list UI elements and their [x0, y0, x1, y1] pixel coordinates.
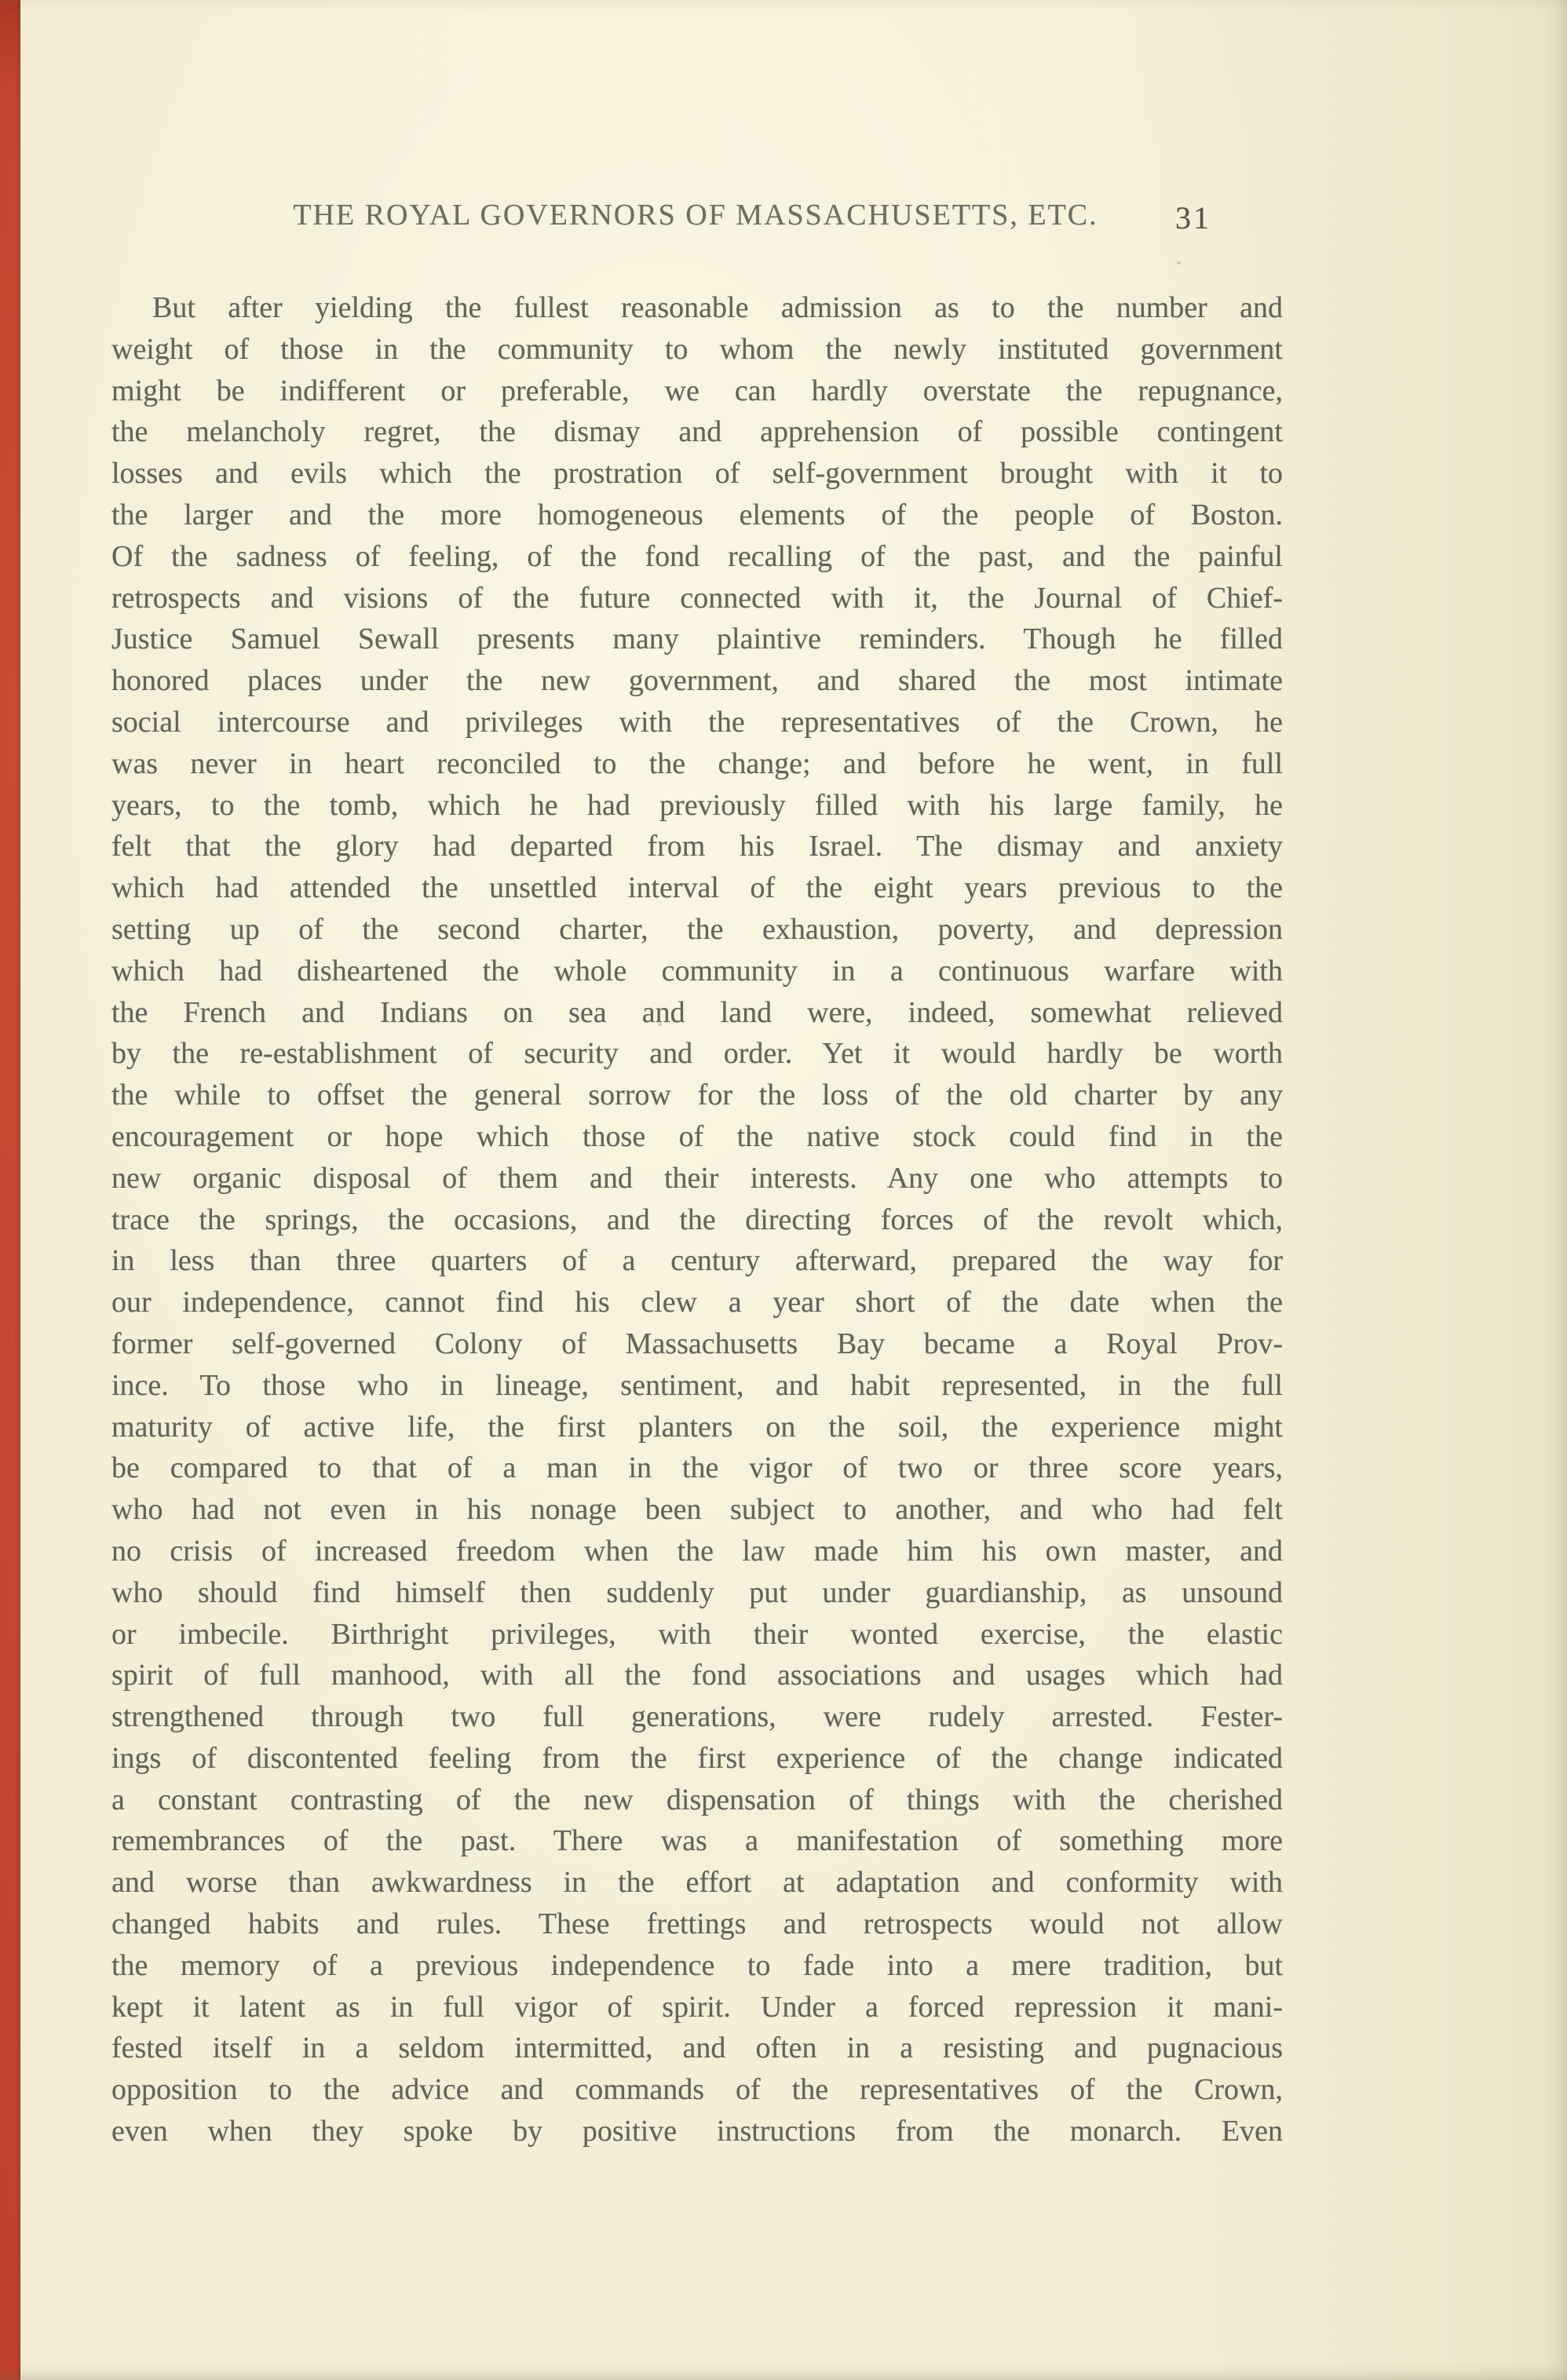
running-head-title: THE ROYAL GOVERNORS OF MASSACHUSETTS, ETC. — [293, 199, 1098, 232]
text-line: which had disheartened the whole community in a continuous warfare with — [111, 954, 1283, 987]
text-line: trace the springs, the occasions, and the directing forces of the revolt which, — [111, 1203, 1283, 1236]
text-line: changed habits and rules. These frettings and retrospects would not allow — [111, 1907, 1283, 1941]
text-line: Of the sadness of feeling, of the fond recalling of the past, and the painful — [111, 539, 1283, 573]
text-line: might be indifferent or preferable, we can hardly overstate the repugnance, — [111, 374, 1283, 407]
page-number: 31 — [1175, 200, 1211, 235]
text-line: weight of those in the community to whom the newly instituted government — [111, 332, 1283, 366]
text-line: setting up of the second charter, the exhaustion, poverty, and depression — [111, 912, 1283, 946]
text-line: opposition to the advice and commands of the representatives of the Crown, — [111, 2073, 1283, 2107]
text-line: encouragement or hope which those of the native stock could find in the — [111, 1119, 1283, 1153]
text-line: was never in heart reconciled to the change; and before he went, in full — [111, 746, 1283, 780]
text-line: honored places under the new government, and shared the most intimate — [111, 664, 1283, 698]
text-line: fested itself in a seldom intermitted, and often in a resisting and pugnacious — [111, 2031, 1283, 2065]
text-line: felt that the glory had departed from his Israel. The dismay and anxiety — [111, 830, 1283, 863]
text-line: But after yielding the fullest reasonable admission as to the number and — [152, 291, 1283, 324]
text-line: the French and Indians on sea and land were, indeed, somewhat relieved — [111, 995, 1283, 1029]
text-line: who should find himself then suddenly put under guardianship, as unsound — [111, 1575, 1283, 1609]
text-line: in less than three quarters of a century afterward, prepared the way for — [111, 1244, 1283, 1278]
text-line: the memory of a previous independence to fade into a mere tradition, but — [111, 1948, 1283, 1982]
text-line: our independence, cannot find his clew a year short of the date when the — [111, 1286, 1283, 1320]
text-line: years, to the tomb, which he had previously filled with his large family, he — [111, 788, 1283, 822]
text-line: be compared to that of a man in the vigor of two or three score years, — [111, 1451, 1283, 1485]
text-line: ings of discontented feeling from the first experience of the change indicated — [111, 1741, 1283, 1775]
text-line: and worse than awkwardness in the effort at adaptation and conformity with — [111, 1866, 1283, 1900]
body-text-block — [111, 287, 1283, 2152]
paper-speck — [1177, 261, 1181, 265]
text-line: remembrances of the past. There was a manifestation of something more — [111, 1824, 1283, 1858]
running-head — [110, 198, 1281, 237]
text-line: Justice Samuel Sewall presents many plaintive reminders. Though he filled — [111, 622, 1283, 656]
text-line: who had not even in his nonage been subject to another, and who had felt — [111, 1493, 1283, 1527]
text-line: a constant contrasting of the new dispensation of things with the cherished — [111, 1783, 1283, 1816]
text-line: even when they spoke by positive instructions from the monarch. Even — [111, 2115, 1283, 2148]
text-line: social intercourse and privileges with the representatives of the Crown, he — [111, 705, 1283, 739]
text-line: kept it latent as in full vigor of spirit. Under a forced repression it mani- — [111, 1990, 1283, 2024]
book-spine-red-stripe — [0, 0, 20, 2380]
text-line: or imbecile. Birthright privileges, with their wonted exercise, the elastic — [111, 1617, 1283, 1651]
text-line: former self-governed Colony of Massachusetts Bay became a Royal Prov- — [111, 1327, 1283, 1360]
text-line: which had attended the unsettled interval of the eight years previous to the — [111, 871, 1283, 905]
text-line: the while to offset the general sorrow for the loss of the old charter by any — [111, 1079, 1283, 1112]
text-line: the larger and the more homogeneous elements of the people of Boston. — [111, 498, 1283, 531]
text-line: by the re-establishment of security and order. Yet it would hardly be worth — [111, 1037, 1283, 1071]
text-line: spirit of full manhood, with all the fond associations and usages which had — [111, 1659, 1283, 1692]
text-line: maturity of active life, the first planters on the soil, the experience might — [111, 1410, 1283, 1444]
text-line: no crisis of increased freedom when the law made him his own master, and — [111, 1534, 1283, 1568]
text-line: the melancholy regret, the dismay and apprehension of possible contingent — [111, 415, 1283, 449]
text-line: losses and evils which the prostration of self-government brought with it to — [111, 457, 1283, 491]
text-line: new organic disposal of them and their interests. Any one who attempts to — [111, 1161, 1283, 1195]
text-line: strengthened through two full generations, were rudely arrested. Fester- — [111, 1700, 1283, 1734]
text-line: ince. To those who in lineage, sentiment, and habit represented, in the full — [111, 1368, 1283, 1402]
text-line: retrospects and visions of the future connected with it, the Journal of Chief- — [111, 581, 1283, 615]
